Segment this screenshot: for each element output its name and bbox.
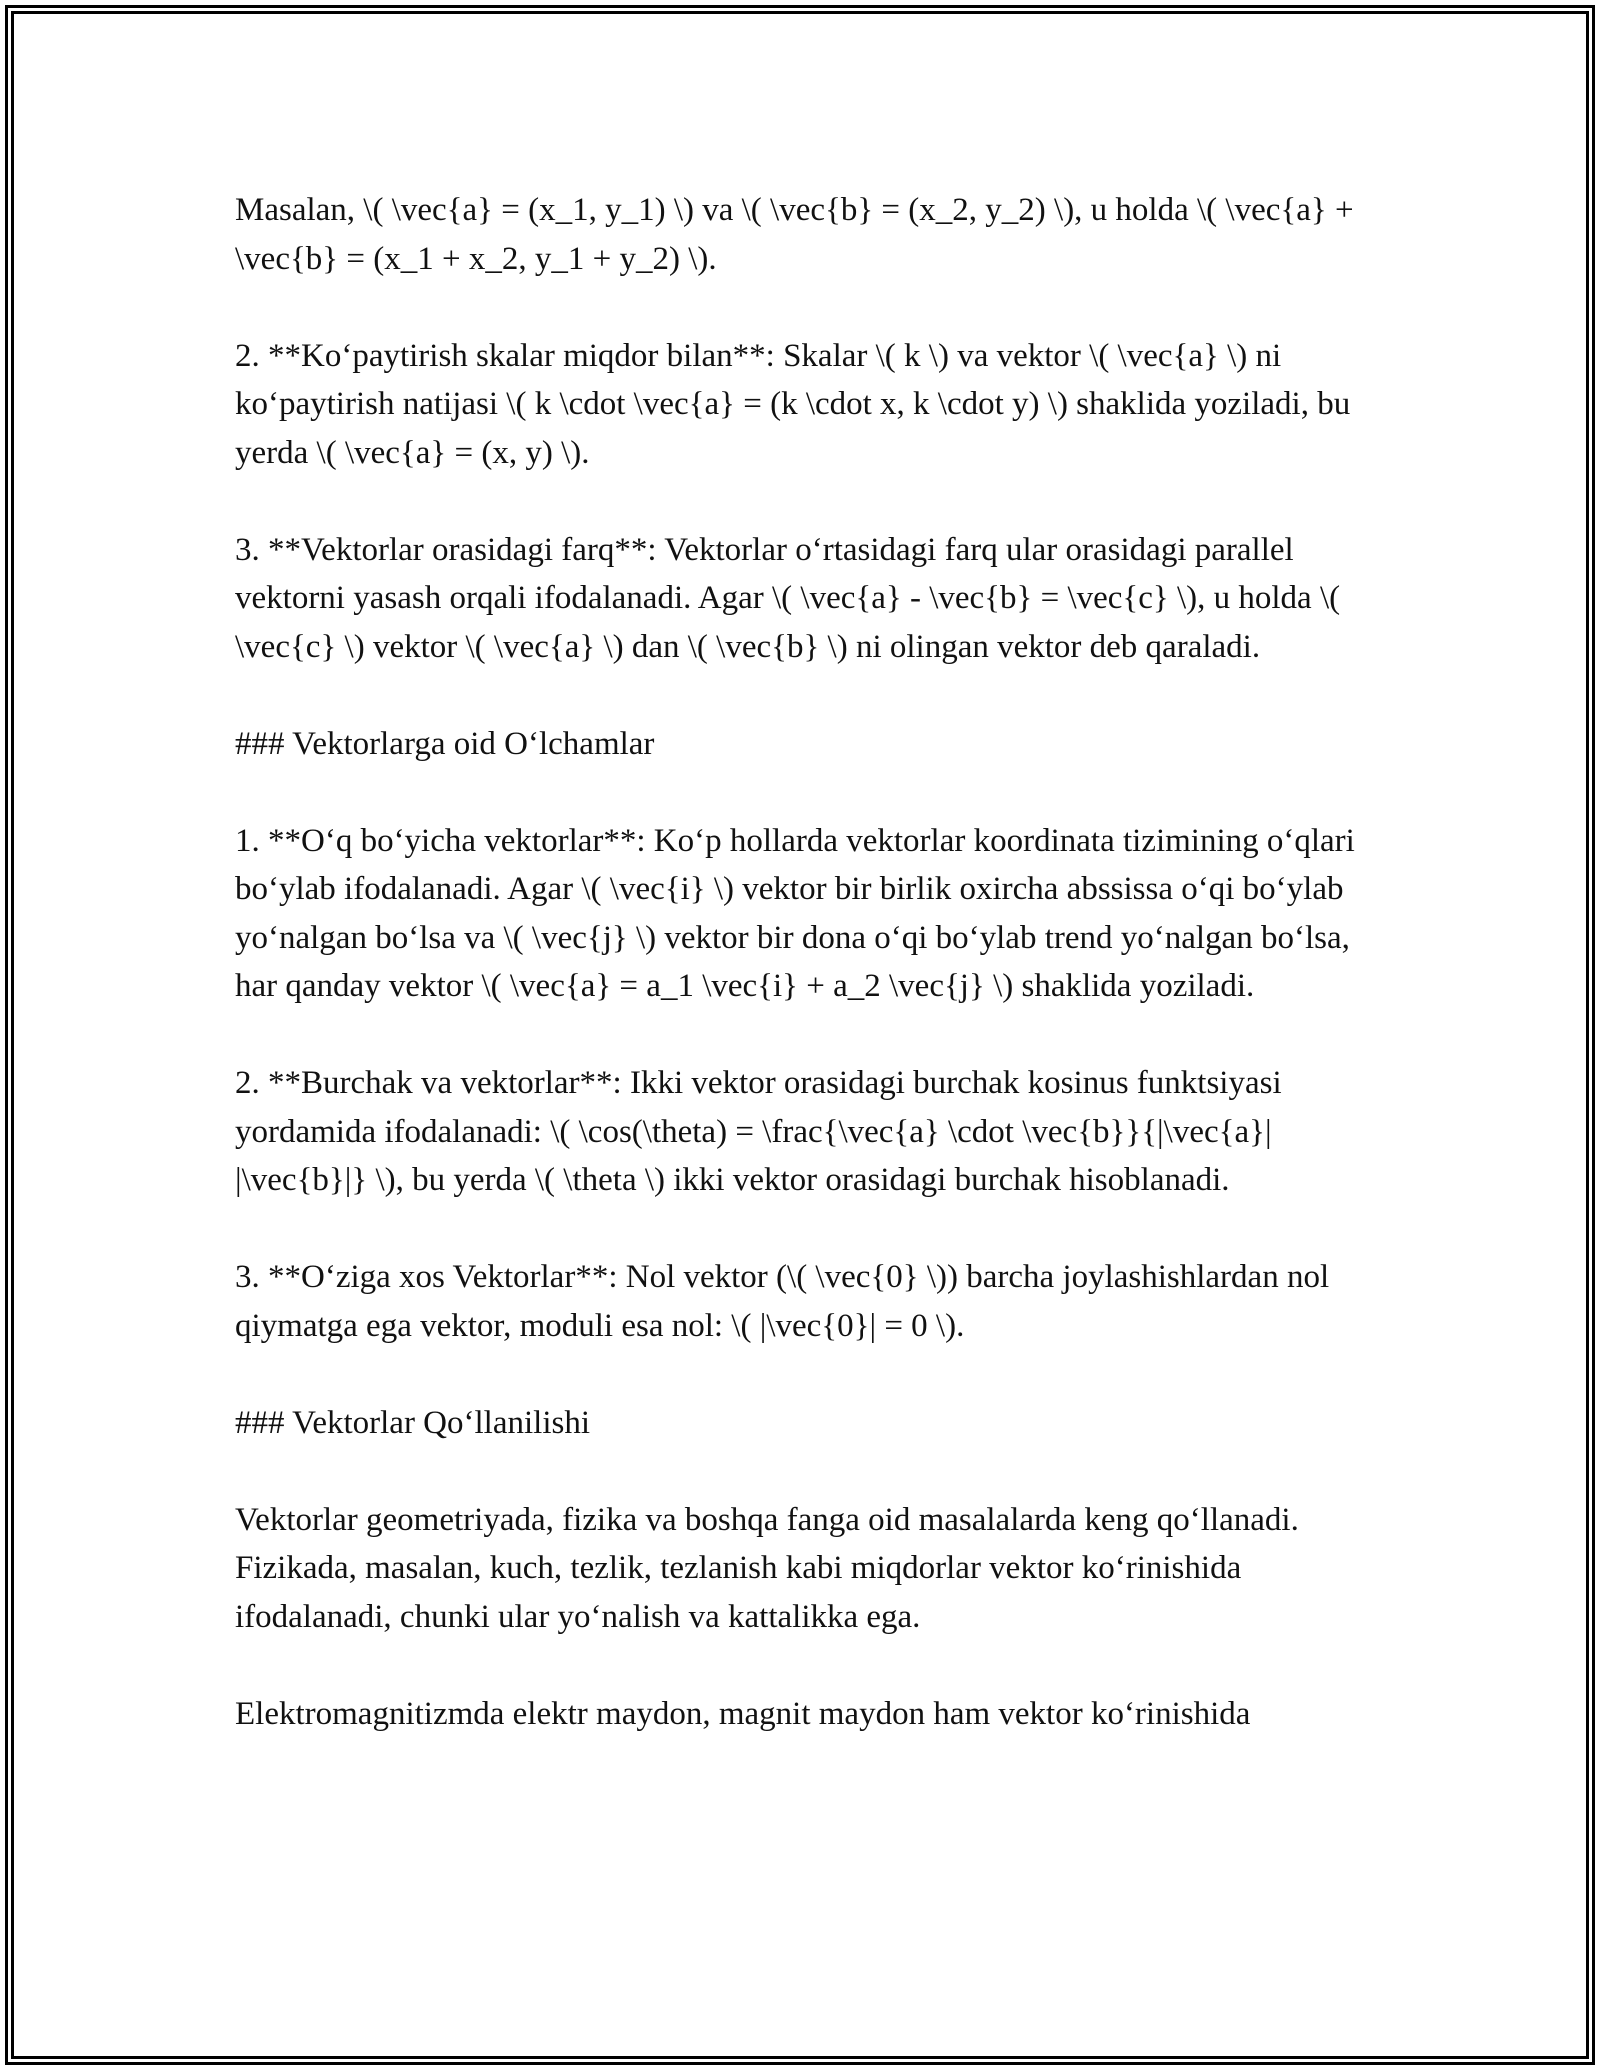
paragraph-angle-vectors: 2. **Burchak va vektorlar**: Ikki vektor orasidagi burchak kosinus funktsiyasi yordamida ifodalanadi: \( \cos(\theta) = \frac{\vec{a} \cdot \vec{b}}{|\vec{a}| |\vec{b}|} \), bu yerda \( \theta \) ikki vektor orasidagi burchak hisoblanadi. bbox=[235, 1065, 1290, 1198]
document-body bbox=[235, 186, 1365, 1738]
paragraph-electromagnetism: Elektromagnitizmda elektr maydon, magnit maydon ham vektor ko‘rinishida bbox=[235, 1695, 1251, 1732]
paragraph-special-vectors: 3. **O‘ziga xos Vektorlar**: Nol vektor (\( \vec{0} \)) barcha joylashishlardan nol qiymatga ega vektor, moduli esa nol: \( |\vec{0}| = 0 \). bbox=[235, 1259, 1338, 1344]
paragraph-vector-sum-example: Masalan, \( \vec{a} = (x_1, y_1) \) va \( \vec{b} = (x_2, y_2) \), u holda \( \vec{a} + \vec{b} = (x_1 + x_2, y_1 + y_2) \). bbox=[235, 192, 1362, 277]
paragraph-axis-vectors: 1. **O‘q bo‘yicha vektorlar**: Ko‘p hollarda vektorlar koordinata tizimining o‘qlari bo‘ylab ifodalanadi. Agar \( \vec{i} \) vektor bir birlik oxircha abssissa o‘qi bo‘ylab yo‘nalgan bo‘lsa va \( \vec{j} \) vektor bir dona o‘qi bo‘ylab trend yo‘nalgan bo‘lsa, har qanday vektor \( \vec{a} = a_1 \vec{i} + a_2 \vec{j} \) shaklida yoziladi. bbox=[235, 822, 1364, 1004]
heading-vector-measurements: ### Vektorlarga oid O‘lchamlar bbox=[235, 725, 655, 762]
heading-vector-applications: ### Vektorlar Qo‘llanilishi bbox=[235, 1404, 591, 1441]
paragraph-applications-physics: Vektorlar geometriyada, fizika va boshqa fanga oid masalalarda keng qo‘llanadi. Fizikada, masalan, kuch, tezlik, tezlanish kabi miqdorlar vektor ko‘rinishida ifodalanadi, chunki ular yo‘nalish va kattalikka ega. bbox=[235, 1501, 1308, 1635]
paragraph-vector-difference: 3. **Vektorlar orasidagi farq**: Vektorlar o‘rtasidagi farq ular orasidagi parallel vektorni yasash orqali ifodalanadi. Agar \( \vec{a} - \vec{b} = \vec{c} \), u holda \( \vec{c} \) vektor \( \vec{a} \) dan \( \vec{b} \) ni olingan vektor deb qaraladi. bbox=[235, 531, 1349, 665]
paragraph-scalar-multiplication: 2. **Ko‘paytirish skalar miqdor bilan**: Skalar \( k \) va vektor \( \vec{a} \) ni ko‘paytirish natijasi \( k \cdot \vec{a} = (k \cdot x, k \cdot y) \) shaklida yoziladi, bu yerda \( \vec{a} = (x, y) \). bbox=[235, 337, 1359, 471]
